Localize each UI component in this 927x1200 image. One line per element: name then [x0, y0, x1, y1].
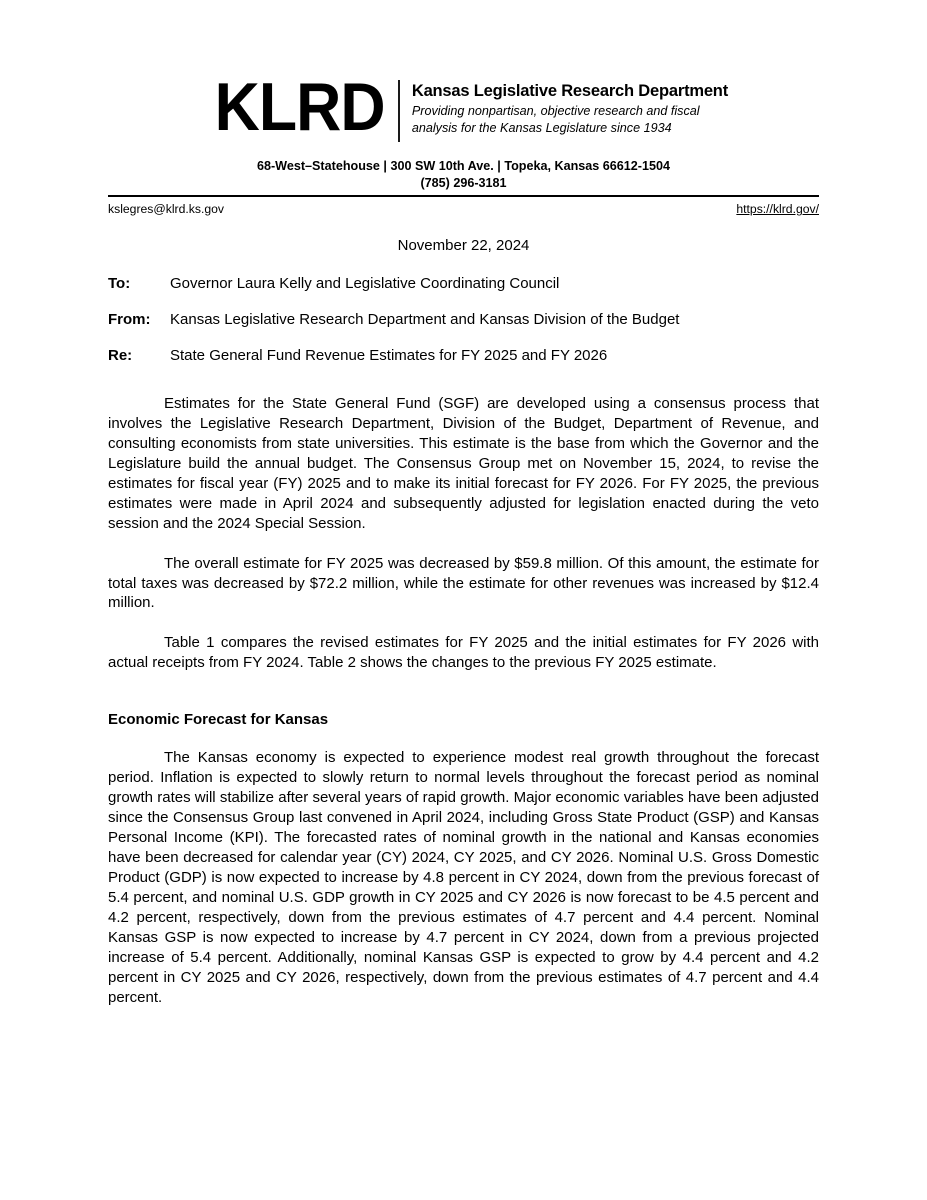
organization-name: Kansas Legislative Research Department: [411, 82, 728, 100]
header-divider-rule: [108, 195, 819, 197]
letterhead: [108, 0, 819, 216]
logo-divider: [398, 80, 400, 142]
organization-tagline-line-2: analysis for the Kansas Legislature since 1934: [411, 121, 672, 136]
memo-label-from: From:: [108, 311, 151, 328]
contact-row: [108, 202, 819, 216]
klrd-wordmark-logo: KLRD: [214, 69, 385, 145]
document-date: November 22, 2024: [397, 237, 530, 254]
organization-tagline-line-1: Providing nonpartisan, objective research and fiscal: [411, 103, 700, 118]
memo-row-to: [108, 275, 819, 292]
page-content: [108, 0, 819, 1007]
memo-row-re: [108, 347, 819, 364]
memo-header-block: [108, 275, 819, 364]
memo-label-re: Re:: [108, 347, 133, 364]
website-link[interactable]: https://klrd.gov/: [736, 202, 819, 216]
logo-row: [108, 69, 819, 145]
memo-label-to: To:: [108, 275, 131, 292]
body-paragraph-2: The overall estimate for FY 2025 was decreased by $59.8 million. Of this amount, the estimate for total taxes was decreased by $72.2 million, while the estimate for other revenues was increased by $12.4 million.: [108, 554, 819, 612]
document-body: [108, 394, 819, 1007]
memo-row-from: [108, 311, 819, 328]
memo-value-to: Governor Laura Kelly and Legislative Coordinating Council: [170, 275, 560, 292]
email-address[interactable]: kslegres@klrd.ks.gov: [108, 202, 225, 216]
body-paragraph-1: Estimates for the State General Fund (SGF) are developed using a consensus process that involves the Legislative Research Department, Division of the Budget, Department of Revenue, and consulting economists from state universities. This estimate is the base from which the Governor and the Legislature build the annual budget. The Consensus Group met on November 15, 2024, to revise the estimates for fiscal year (FY) 2025 and to make its initial forecast for FY 2026. For FY 2025, the previous estimates were made in April 2024 and subsequently adjusted for legislation enacted during the veto session and the 2024 Special Session.: [108, 395, 819, 532]
organization-block: [412, 78, 728, 137]
memo-value-from: Kansas Legislative Research Department and Kansas Division of the Budget: [170, 311, 680, 328]
body-paragraph-3: Table 1 compares the revised estimates for FY 2025 and the initial estimates for FY 2026 with actual receipts from FY 2024. Table 2 shows the changes to the previous FY 2025 estimate.: [108, 634, 819, 672]
phone-number: (785) 296-3181: [420, 176, 507, 190]
body-paragraph-4: The Kansas economy is expected to experience modest real growth throughout the forecast period. Inflation is expected to slowly return to normal levels throughout the forecast period as nominal growth rates will stabilize after several years of rapid growth. Major economic variables have been adjusted since the Consensus Group last convened in April 2024, including Gross State Product (GSP) and Kansas Personal Income (KPI). The forecasted rates of nominal growth in the national and Kansas economies have been decreased for calendar year (CY) 2024, CY 2025, and CY 2026. Nominal U.S. Gross Domestic Product (GDP) is now expected to increase by 4.8 percent in CY 2024, down from the previous forecast of 5.4 percent, and nominal U.S. GDP growth in CY 2025 and CY 2026 is now forecast to be 4.5 percent and 4.2 percent, respectively, down from the previous estimates of 4.7 percent and 4.4 percent. Nominal Kansas GSP is now expected to increase by 4.7 percent in CY 2024, down from a previous projected increase of 5.4 percent. Additionally, nominal Kansas GSP is expected to grow by 4.4 percent and 4.2 percent in CY 2025 and CY 2026, respectively, down from the previous estimates of 4.7 percent and 4.4 percent.: [108, 749, 819, 1006]
address-block: [108, 158, 819, 192]
memo-value-re: State General Fund Revenue Estimates for FY 2025 and FY 2026: [170, 347, 608, 364]
street-address: 68-West–Statehouse | 300 SW 10th Ave. | Topeka, Kansas 66612-1504: [256, 159, 671, 173]
section-heading-economic-forecast: Economic Forecast for Kansas: [108, 711, 329, 729]
